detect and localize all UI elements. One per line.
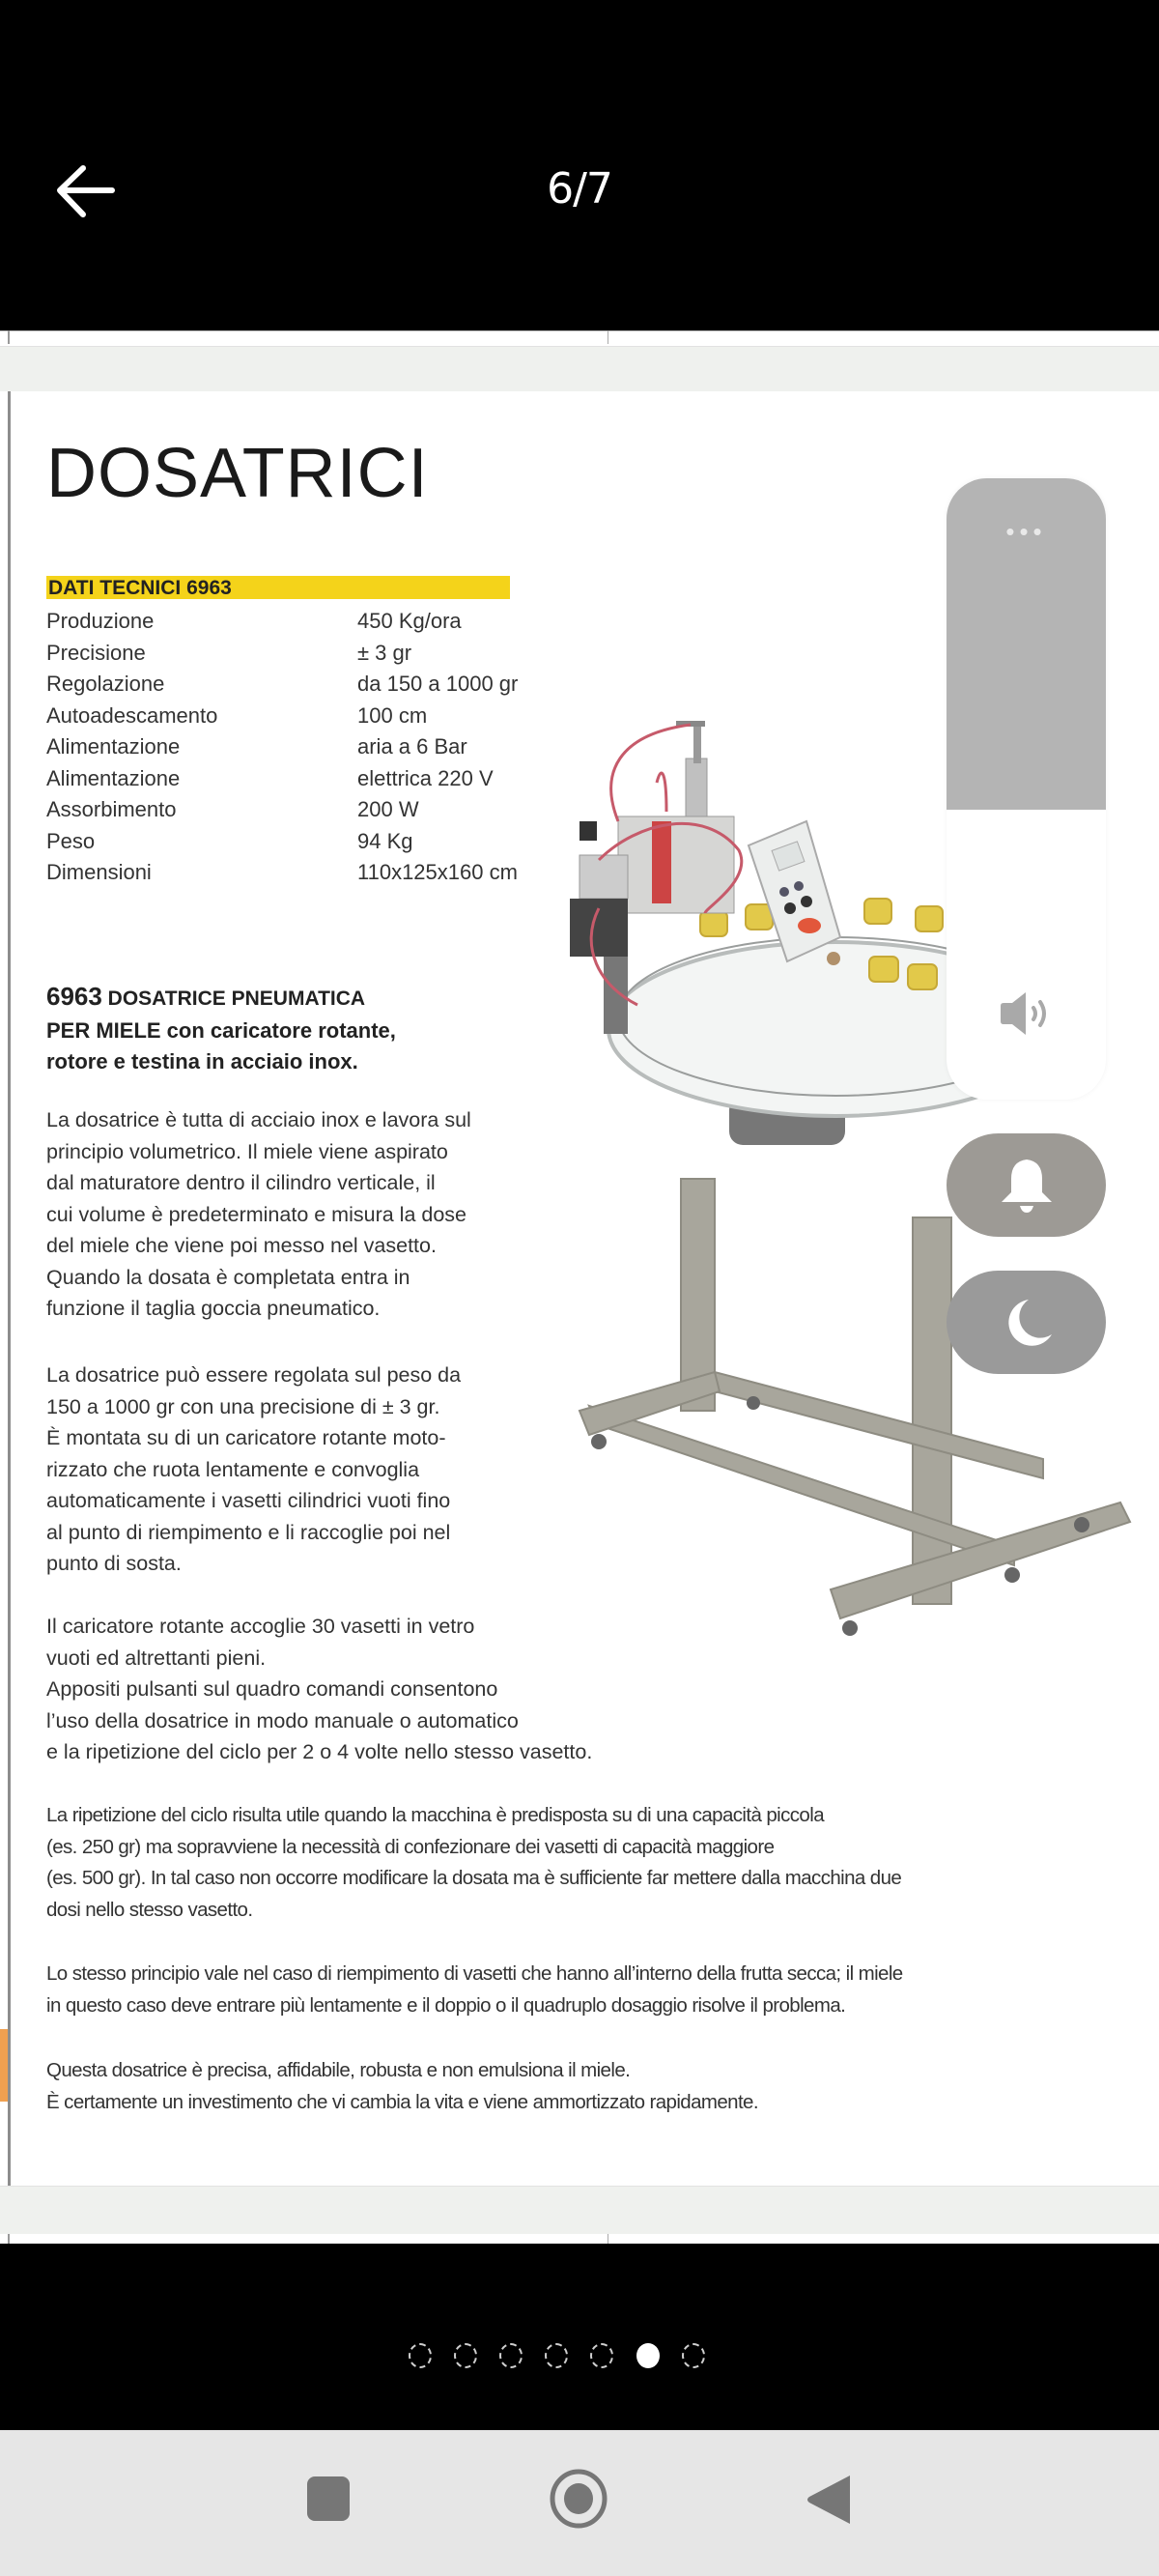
text-line: Appositi pulsanti sul quadro comandi consentono — [46, 1677, 498, 1701]
edge-tab — [0, 2029, 8, 2102]
page-dot-3[interactable] — [499, 2343, 523, 2368]
paragraph — [46, 2055, 758, 2118]
paragraph — [46, 1800, 901, 1926]
spec-label: Assorbimento — [46, 797, 177, 821]
page-divider — [8, 2234, 10, 2244]
page-gap — [0, 2186, 1159, 2235]
page-counter: 6/7 — [547, 164, 612, 214]
text-line: in questo caso deve entrare più lentamente e il doppio o il quadruplo dosaggio risolve il problema. — [46, 1993, 846, 2017]
heading-line: DOSATRICE PNEUMATICA — [101, 987, 366, 1010]
page-dot-7[interactable] — [682, 2343, 705, 2368]
text-line: (es. 250 gr) ma sopravviene la necessità di confezionare dei vasetti di capacità maggiore — [46, 1835, 775, 1858]
volume-slider[interactable] — [947, 478, 1106, 1100]
spec-value: 450 Kg/ora — [357, 609, 462, 633]
spec-label: Alimentazione — [46, 765, 181, 790]
do-not-disturb-button[interactable] — [947, 1271, 1106, 1374]
page-dot-6-active[interactable] — [636, 2343, 660, 2368]
text-line: e la ripetizione del ciclo per 2 o 4 volte nello stesso vasetto. — [46, 1740, 593, 1763]
paragraph — [46, 1611, 592, 1768]
paragraph — [46, 1959, 903, 2021]
text-line: rizzato che ruota lentamente e convoglia — [46, 1457, 420, 1481]
text-line: Lo stesso principio vale nel caso di riempimento di vasetti che hanno all’interno della frutta secca; il miele — [46, 1962, 903, 1985]
heading-line: PER MIELE con caricatore rotante, — [46, 1017, 396, 1043]
page-left-border — [8, 391, 11, 2186]
text-line: È certamente un investimento che vi cambia la vita e viene ammortizzato rapidamente. — [46, 2090, 758, 2113]
document-title: DOSATRICI — [46, 435, 429, 512]
text-line: punto di sosta. — [46, 1552, 182, 1575]
text-line: Quando la dosata è completata entra in — [46, 1265, 410, 1289]
back-triangle-icon — [804, 2474, 852, 2526]
product-heading — [46, 981, 396, 1078]
previous-page-edge — [0, 330, 1159, 347]
text-line: È montata su di un caricatore rotante moto- — [46, 1426, 446, 1449]
spec-value: 110x125x160 cm — [357, 860, 518, 884]
page-gap — [0, 346, 1159, 393]
spec-value: 94 Kg — [357, 828, 413, 853]
page-dot-4[interactable] — [545, 2343, 568, 2368]
spec-value: da 150 a 1000 gr — [357, 672, 519, 696]
spec-label: Peso — [46, 828, 96, 853]
page-divider — [8, 330, 10, 344]
speaker-icon — [997, 990, 1057, 1037]
heading-line: rotore e testina in acciaio inox. — [46, 1049, 358, 1073]
page-dot-2[interactable] — [454, 2343, 477, 2368]
home-button[interactable] — [549, 2468, 608, 2530]
recents-button[interactable] — [307, 2476, 350, 2521]
text-line: dosi nello stesso vasetto. — [46, 1898, 253, 1921]
text-line: 150 a 1000 gr con una precisione di ± 3 gr. — [46, 1394, 440, 1418]
spec-value: ± 3 gr — [357, 640, 412, 665]
model-number: 6963 — [46, 982, 102, 1011]
text-line: (es. 500 gr). In tal caso non occorre modificare la dosata ma è sufficiente far mettere dalla macchina due — [46, 1867, 902, 1889]
ring-mode-button[interactable] — [947, 1133, 1106, 1237]
text-line: automaticamente i vasetti cilindrici vuoti fino — [46, 1489, 451, 1512]
text-line: La dosatrice può essere regolata sul peso da — [46, 1363, 462, 1387]
spec-value: 100 cm — [357, 702, 428, 728]
spec-label: Autoadescamento — [46, 702, 218, 728]
text-line: al punto di riempimento e li raccoglie poi nel — [46, 1520, 451, 1544]
text-line: vuoti ed altrettanti pieni. — [46, 1646, 267, 1670]
spec-label: Alimentazione — [46, 734, 181, 758]
text-line: dal maturatore dentro il cilindro verticale, il — [46, 1171, 436, 1194]
text-line: Il caricatore rotante accoglie 30 vasetti in vetro — [46, 1615, 475, 1638]
spec-table-title: DATI TECNICI 6963 — [48, 577, 232, 599]
nav-back-button[interactable] — [804, 2474, 852, 2526]
next-page-edge — [0, 2234, 1159, 2244]
viewer-bottom-bar — [0, 2244, 1159, 2430]
more-options-icon[interactable]: ••• — [1005, 517, 1047, 546]
text-line: funzione il taglia goccia pneumatico. — [46, 1297, 381, 1320]
text-line: cui volume è predeterminato e misura la dose — [46, 1202, 466, 1226]
bell-icon — [1000, 1158, 1054, 1214]
text-line: l’uso della dosatrice in modo manuale o automatico — [46, 1708, 519, 1732]
text-line: principio volumetrico. Il miele viene aspirato — [46, 1139, 448, 1163]
paragraph — [46, 1360, 461, 1580]
spec-label: Precisione — [46, 640, 146, 665]
spec-label: Regolazione — [46, 672, 165, 696]
home-circle-icon — [549, 2468, 608, 2530]
spec-value: aria a 6 Bar — [357, 734, 467, 758]
page-dot-1[interactable] — [409, 2343, 432, 2368]
spec-value: elettrica 220 V — [357, 765, 494, 790]
page-dot-5[interactable] — [590, 2343, 613, 2368]
text-line: La ripetizione del ciclo risulta utile quando la macchina è predisposta su di una capacità piccola — [46, 1804, 824, 1826]
text-line: La dosatrice è tutta di acciaio inox e lavora sul — [46, 1108, 471, 1131]
spec-label: Dimensioni — [46, 860, 152, 884]
moon-icon — [1000, 1296, 1054, 1350]
paragraph — [46, 1104, 471, 1325]
text-line: Questa dosatrice è precisa, affidabile, robusta e non emulsiona il miele. — [46, 2059, 631, 2081]
text-line: del miele che viene poi messo nel vasetto. — [46, 1234, 437, 1257]
spec-value: 200 W — [357, 797, 419, 821]
spec-label: Produzione — [46, 609, 155, 633]
